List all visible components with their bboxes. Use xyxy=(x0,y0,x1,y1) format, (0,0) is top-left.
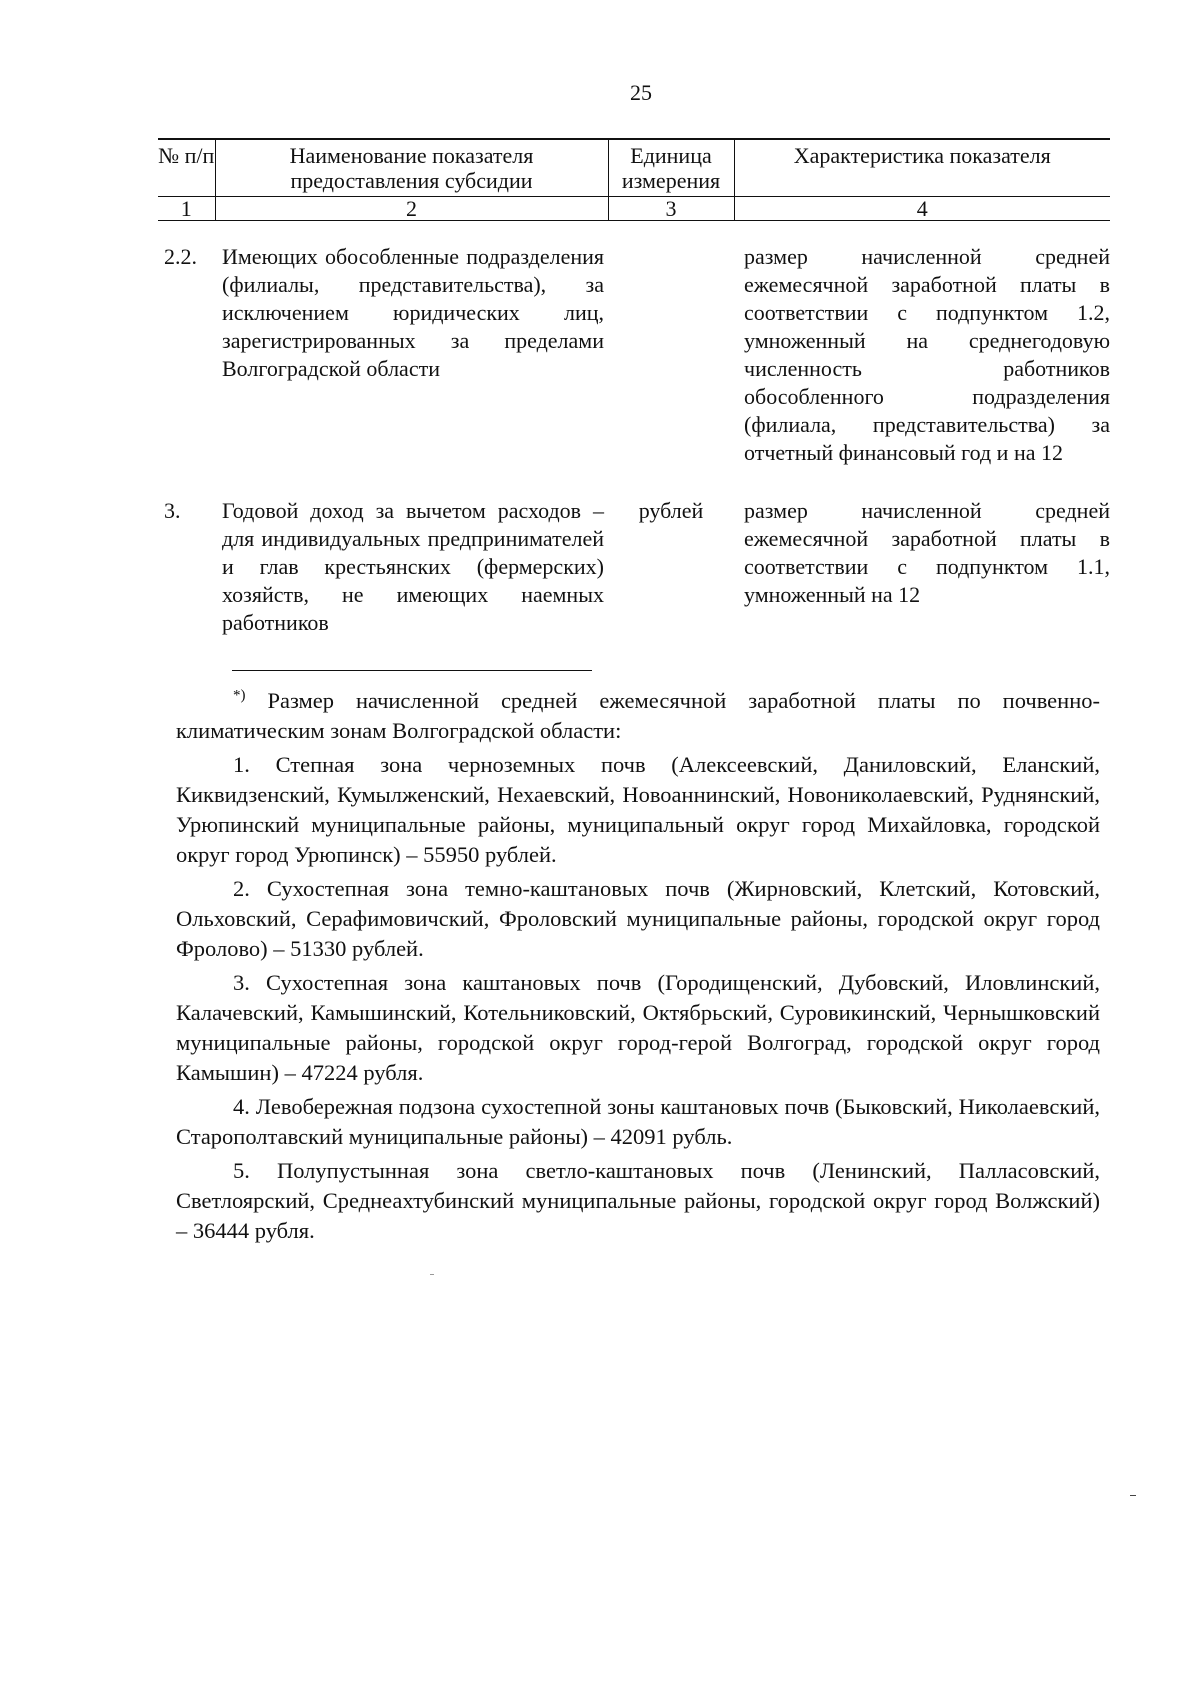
column-number: 2 xyxy=(215,197,608,221)
footnote-item: 3. Сухостепная зона каштановых почв (Городищенский, Дубовский, Иловлинский, Калачевский, Камышинский, Котельниковский, Октябрьский, Суровикинский, Чернышковский муниципальные районы, городской округ город-герой Волгоград, городской округ город Камышин) – 47224 рубля. xyxy=(176,970,1100,1085)
table-header xyxy=(158,139,1110,221)
footnote-divider xyxy=(232,670,592,671)
row-unit: рублей xyxy=(638,498,704,523)
table-row xyxy=(158,467,1110,637)
column-number: 1 xyxy=(158,197,215,221)
footnote-block xyxy=(176,686,1100,1250)
scan-speck xyxy=(1130,1495,1136,1496)
row-unit xyxy=(608,221,734,468)
row-name: Имеющих обособленные подразделения (филиалы, представительства), за исключением юридических лиц, зарегистрированных за пределами Волгоградской области xyxy=(222,244,604,381)
header-unit: Единица измерения xyxy=(608,139,734,197)
footnote-item: 4. Левобережная подзона сухостепной зоны каштановых почв (Быковский, Николаевский, Старополтавский муниципальные районы) – 42091 рубль. xyxy=(176,1094,1100,1149)
page-number: 25 xyxy=(630,80,652,105)
row-desc: размер начисленной средней ежемесячной заработной платы в соответствии с подпунктом 1.2, умноженный на среднегодовую численность работников обособленного подразделения (филиала, представительства) за отчетный финансовый год и на 12 xyxy=(744,244,1110,465)
indicators-table xyxy=(158,138,1110,637)
header-num: № п/п xyxy=(158,139,215,197)
header-name: Наименование показателя предоставления субсидии xyxy=(215,139,608,197)
footnote-item: 2. Сухостепная зона темно-каштановых почв (Жирновский, Клетский, Котовский, Ольховский, Серафимовичский, Фроловский муниципальные районы, городской округ город Фролово) – 51330 рублей. xyxy=(176,876,1100,961)
row-num: 3. xyxy=(164,498,181,523)
footnote-intro-text: Размер начисленной средней ежемесячной заработной платы по почвенно-климатическим зонам Волгоградской области: xyxy=(176,688,1100,743)
column-number: 3 xyxy=(608,197,734,221)
row-num: 2.2. xyxy=(164,244,197,269)
footnote-marker: *) xyxy=(233,687,246,704)
table-row xyxy=(158,221,1110,468)
scan-speck xyxy=(430,1274,434,1275)
row-name: Годовой доход за вычетом расходов – для индивидуальных предпринимателей и глав крестьянских (фермерских) хозяйств, не имеющих наемных работников xyxy=(222,498,604,635)
column-numbers-row xyxy=(158,197,1110,221)
column-number: 4 xyxy=(734,197,1110,221)
footnote-item: 1. Степная зона черноземных почв (Алексеевский, Даниловский, Еланский, Киквидзенский, Кумылженский, Нехаевский, Новоаннинский, Новониколаевский, Руднянский, Урюпинский муниципальные районы, муниципальный округ город Михайловка, городской округ город Урюпинск) – 55950 рублей. xyxy=(176,752,1100,867)
row-desc: размер начисленной средней ежемесячной заработной платы в соответствии с подпунктом 1.1, умноженный на 12 xyxy=(744,498,1110,607)
footnote-intro xyxy=(176,686,1100,746)
footnote-item: 5. Полупустынная зона светло-каштановых почв (Ленинский, Палласовский, Светлоярский, Среднеахтубинский муниципальные районы, городской округ город Волжский) – 36444 рубля. xyxy=(176,1158,1100,1243)
header-desc: Характеристика показателя xyxy=(734,139,1110,197)
